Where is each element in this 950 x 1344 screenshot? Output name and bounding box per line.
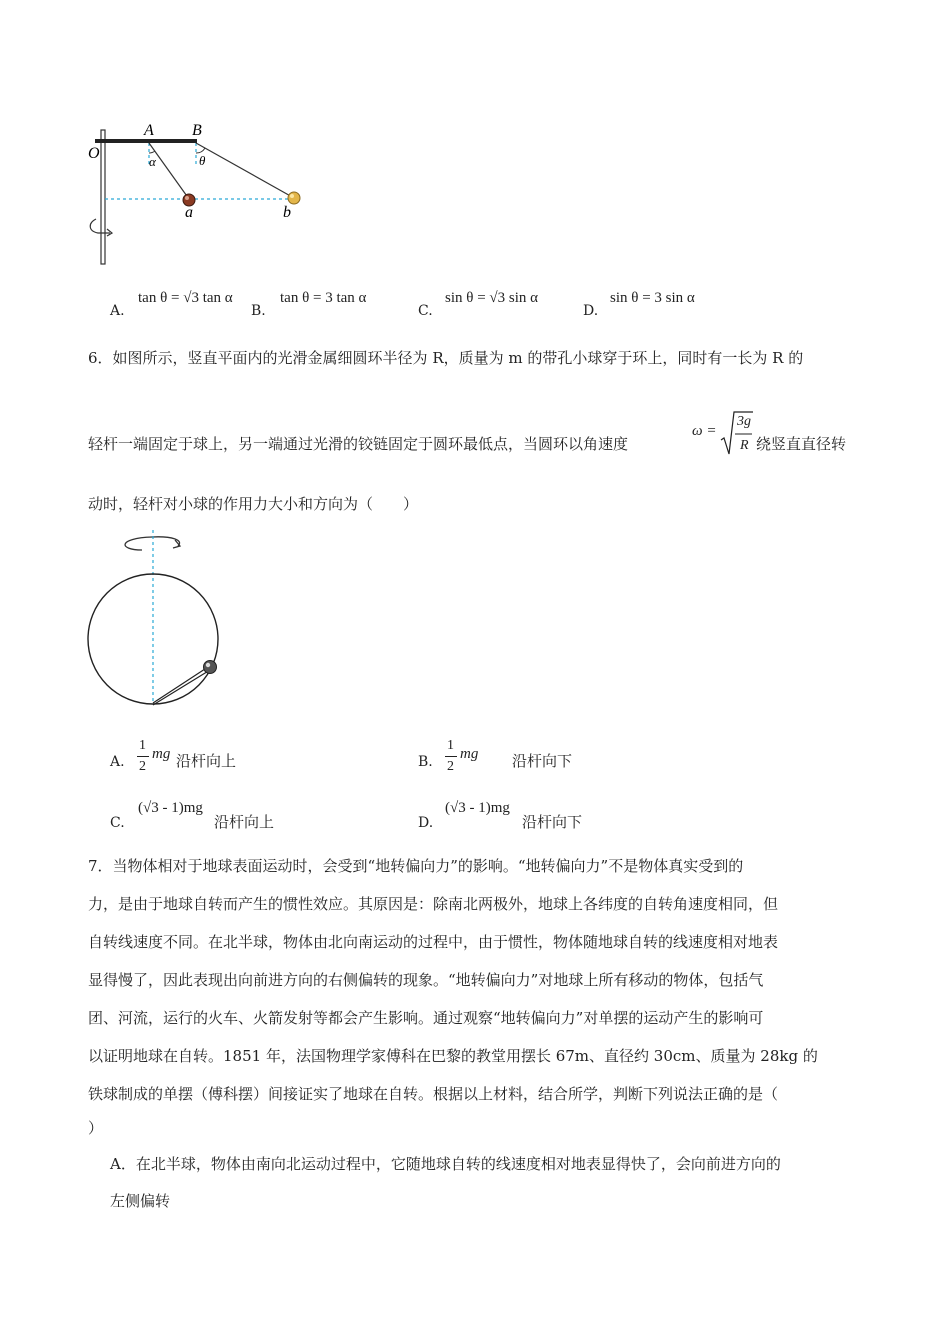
q6-option-a-label: A. — [110, 754, 125, 770]
q7-option-a-line-1: A．在北半球，物体由南向北运动过程中，它随地球自转的线速度相对地表显得快了，会向前进方向的 — [110, 1155, 781, 1173]
q7-option-a-line-2: 左侧偏转 — [110, 1192, 171, 1210]
label-A: A — [144, 122, 154, 139]
q6-line2-after: 绕竖直直径转 — [756, 435, 847, 453]
q6-option-c-coef: (√3 - 1)mg — [138, 800, 203, 816]
q6-option-d-label: D. — [418, 815, 434, 831]
q6-option-a-den: 2 — [139, 759, 146, 774]
q6-option-a-num: 1 — [139, 738, 146, 753]
horizontal-bar — [95, 139, 197, 143]
vertical-pole — [101, 130, 105, 264]
q5-option-c-label: C. — [418, 303, 433, 319]
q6-option-b-den: 2 — [447, 759, 454, 774]
label-alpha: α — [149, 154, 156, 169]
q7-line-7: 铁球制成的单摆（傅科摆）间接证实了地球在自转。根据以上材料，结合所学，判断下列说法正确的是（ — [88, 1085, 779, 1103]
q6-option-c-text: 沿杆向上 — [214, 813, 275, 831]
label-B: B — [192, 122, 202, 139]
q7-line-8: ） — [88, 1119, 104, 1137]
q7-line-2: 力，是由于地球自转而产生的惯性效应。其原因是：除南北两极外，地球上各纬度的自转角速度相同，但 — [88, 895, 779, 913]
q5-option-b-label: B. — [251, 303, 266, 319]
q5-option-b-formula: tan θ = 3 tan α — [280, 290, 367, 306]
string-b — [196, 143, 294, 198]
figure-rotating-ring — [80, 530, 240, 710]
rotation-arrow — [125, 537, 179, 550]
q7-line-4: 显得慢了，因此表现出向前进方向的右侧偏转的现象。“地转偏向力”对地球上所有移动的物体，包括气 — [88, 971, 764, 989]
ball — [204, 661, 217, 674]
label-O: O — [88, 145, 100, 162]
q6-option-c-label: C. — [110, 815, 125, 831]
q7-line-5: 团、河流，运行的火车、火箭发射等都会产生影响。通过观察“地转偏向力”对单摆的运动产生的影响可 — [88, 1009, 764, 1027]
q7-line-3: 自转线速度不同。在北半球，物体由北向南运动的过程中，由于惯性，物体随地球自转的线速度相对地表 — [88, 933, 779, 951]
q5-option-c-formula: sin θ = √3 sin α — [445, 290, 538, 306]
q6-omega-formula: ω = 3g R — [692, 414, 751, 453]
rotation-arrow — [90, 219, 110, 233]
q6-option-b-mg: mg — [460, 746, 479, 762]
q6-line2-before: 轻杆一端固定于球上，另一端通过光滑的铰链固定于圆环最低点，当圆环以角速度 — [88, 435, 629, 453]
label-a: a — [185, 204, 193, 221]
q5-option-a-formula: tan θ = √3 tan α — [138, 290, 233, 306]
q6-option-b-num: 1 — [447, 738, 454, 753]
q6-option-a-text: 沿杆向上 — [176, 752, 237, 770]
q5-option-d-label: D. — [583, 303, 599, 319]
q7-line-1: 7．当物体相对于地球表面运动时，会受到“地转偏向力”的影响。“地转偏向力”不是物体真实受到的 — [88, 857, 744, 875]
q6-option-a-mg: mg — [152, 746, 171, 762]
label-b: b — [283, 204, 291, 221]
ball-b — [288, 192, 300, 204]
q6-option-d-coef: (√3 - 1)mg — [445, 800, 510, 816]
q6-option-d-text: 沿杆向下 — [522, 813, 583, 831]
q6-option-b-label: B. — [418, 754, 433, 770]
q5-option-d-formula: sin θ = 3 sin α — [610, 290, 695, 306]
q7-line-6: 以证明地球在自转。1851 年，法国物理学家傅科在巴黎的教堂用摆长 67m、直径约 30cm、质量为 28kg 的 — [88, 1047, 818, 1065]
figure-conical-pendulums — [80, 115, 320, 275]
q6-line1: 6．如图所示，竖直平面内的光滑金属细圆环半径为 R，质量为 m 的带孔小球穿于环上，同时有一长为 R 的 — [88, 349, 804, 367]
q6-option-b-text: 沿杆向下 — [512, 752, 573, 770]
label-theta: θ — [199, 153, 206, 168]
q6-line3: 动时，轻杆对小球的作用力大小和方向为（ ） — [88, 495, 419, 513]
q5-option-a-label: A. — [110, 303, 125, 319]
